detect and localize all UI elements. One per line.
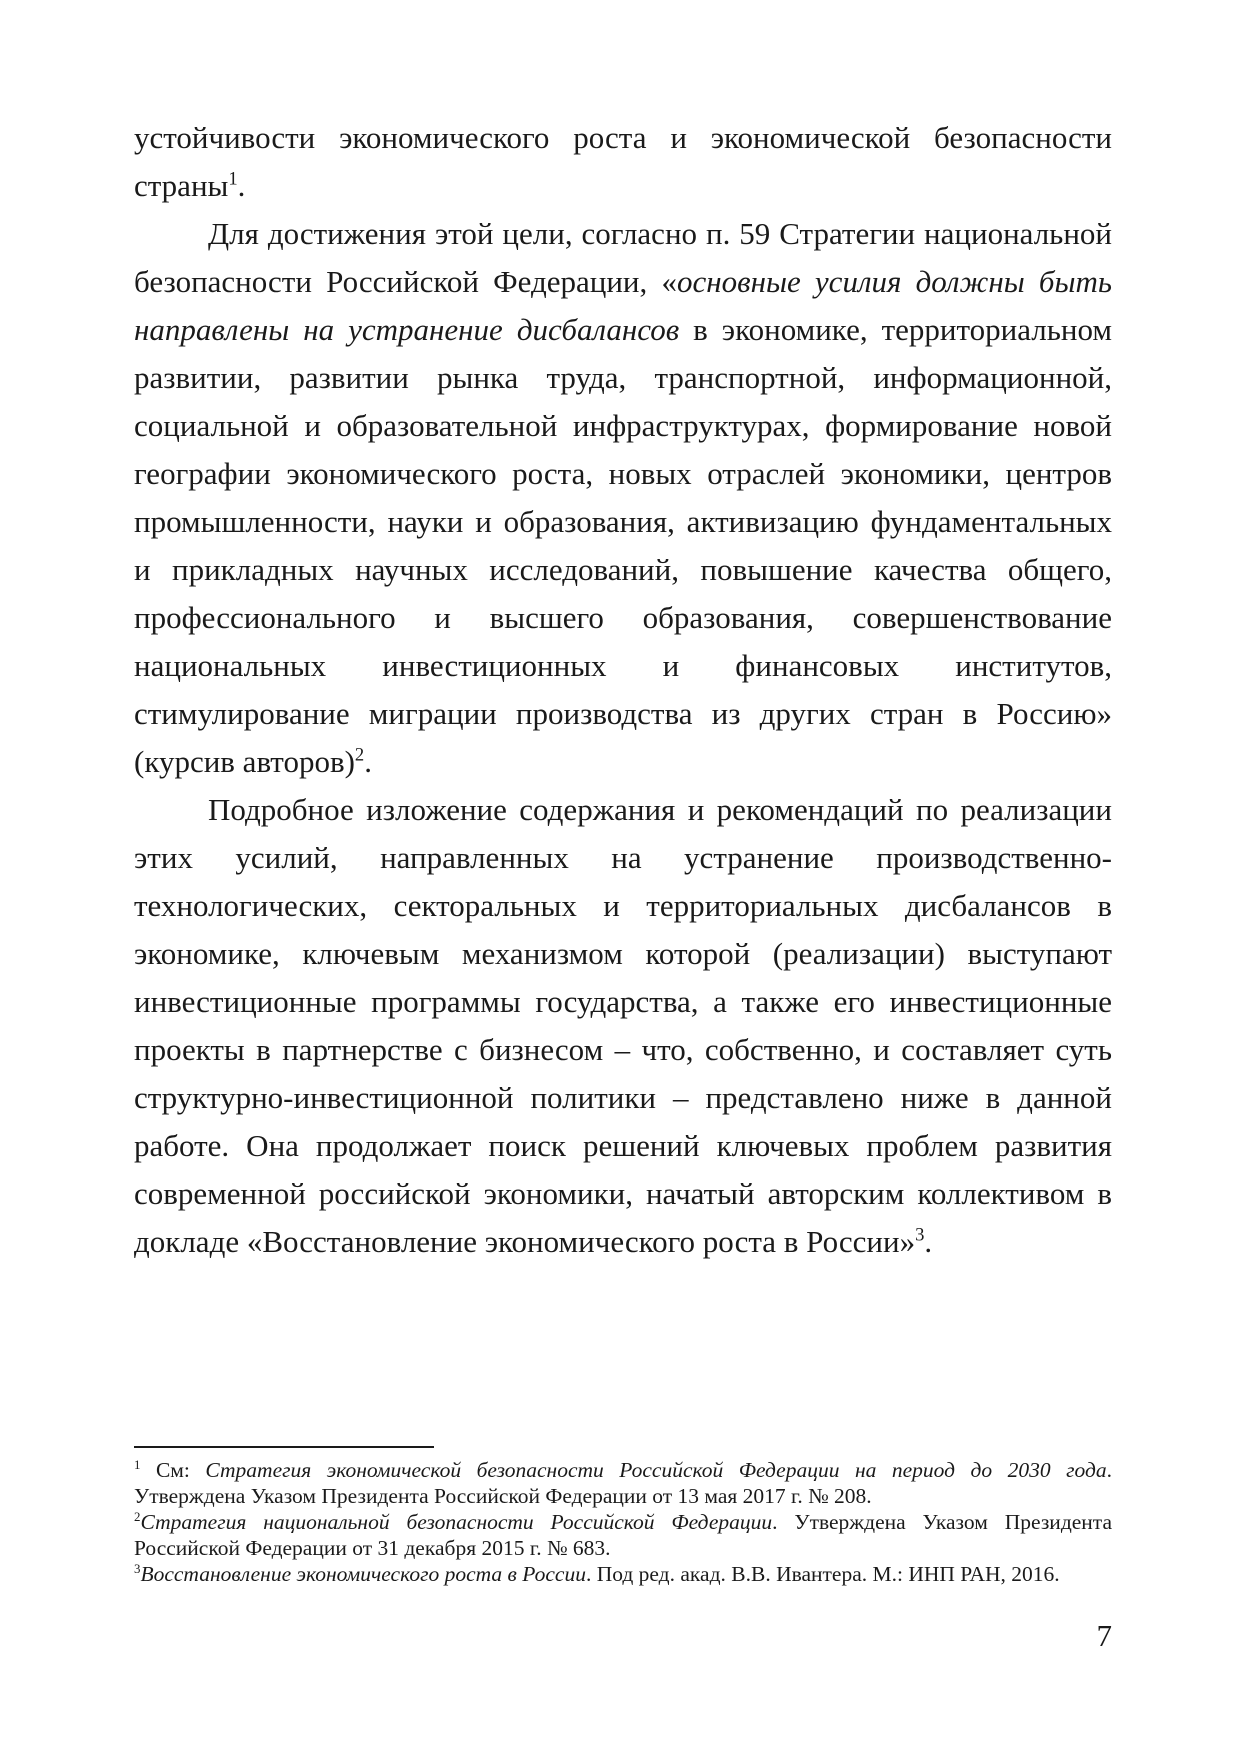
footnote-2-rest: . Утверждена Указом Президента Российской Федерации от 31 декабря 2015 г. № 683. — [134, 1510, 1113, 1560]
paragraph-2-lead: Для достижения этой цели, согласно п. 59 Стратегии национальной безопасности Российской Федерации, « — [134, 216, 1112, 299]
footnote-2-title: Стратегия национальной безопасности Российской Федерации — [140, 1510, 773, 1534]
footnote-1-prefix: См: — [140, 1458, 206, 1482]
paragraph-2-italic: основные усилия должны быть направлены на устранение дисбалансов — [134, 264, 1112, 347]
main-text — [134, 114, 1112, 1266]
footnote-ref-2[interactable]: 2 — [354, 744, 365, 766]
paragraph-3-end: . — [924, 1224, 933, 1259]
footnote-separator — [134, 1446, 434, 1448]
footnote-number-1: 1 — [134, 1457, 141, 1472]
paragraph-1-end: . — [237, 168, 246, 203]
footnote-number-3: 3 — [134, 1561, 141, 1576]
paragraph-2-rest: в экономике, территориальном развитии, развитии рынка труда, транспортной, информационной, социальной и образовательной инфраструктурах, формирование новой географии экономического роста, новых отраслей экономики, центров промышленности, науки и образования, активизацию фундаментальных и прикладных научных исследований, повышение качества общего, профессионального и высшего образования, совершенствование национальных инвестиционных и финансовых институтов, стимулирование миграции производства из других стран в Россию» (курсив авторов) — [134, 312, 1112, 779]
paragraph-2 — [134, 210, 1112, 786]
footnotes — [134, 1457, 1112, 1587]
footnote-ref-3[interactable]: 3 — [915, 1224, 925, 1246]
paragraph-3-text: Подробное изложение содержания и рекомендаций по реализации этих усилий, направленных на устранение производственно-технологических, секторальных и территориальных дисбалансов в экономике, ключевым механизмом которой (реализации) выступают инвестиционные программы государства, а также его инвестиционные проекты в партнерстве с бизнесом – что, собственно, и составляет суть структурно-инвестиционной политики – представлено ниже в данной работе. Она продолжает поиск решений ключевых проблем развития современной российской экономики, начатый авторским коллективом в докладе «Восстановление экономического роста в России» — [134, 792, 1112, 1259]
footnote-2 — [134, 1509, 1112, 1561]
footnote-3 — [134, 1561, 1112, 1587]
paragraph-1-text: устойчивости экономического роста и экономической безопасности страны — [134, 120, 1112, 203]
footnote-3-title: Восстановление экономического роста в России — [140, 1562, 586, 1586]
page-number: 7 — [1096, 1618, 1112, 1653]
footnote-number-2: 2 — [134, 1509, 141, 1524]
paragraph-3 — [134, 786, 1112, 1266]
footnote-1-rest: . Утверждена Указом Президента Российской Федерации от 13 мая 2017 г. № 208. — [134, 1458, 1112, 1508]
footnote-1-title: Стратегия экономической безопасности Российской Федерации на период до 2030 года — [205, 1458, 1107, 1482]
footnote-1 — [134, 1457, 1112, 1509]
paragraph-1 — [134, 114, 1112, 210]
paragraph-2-end: . — [364, 744, 372, 779]
footnote-3-rest: . Под ред. акад. В.В. Ивантера. М.: ИНП РАН, 2016. — [585, 1562, 1060, 1586]
footnote-ref-1[interactable]: 1 — [228, 168, 238, 190]
